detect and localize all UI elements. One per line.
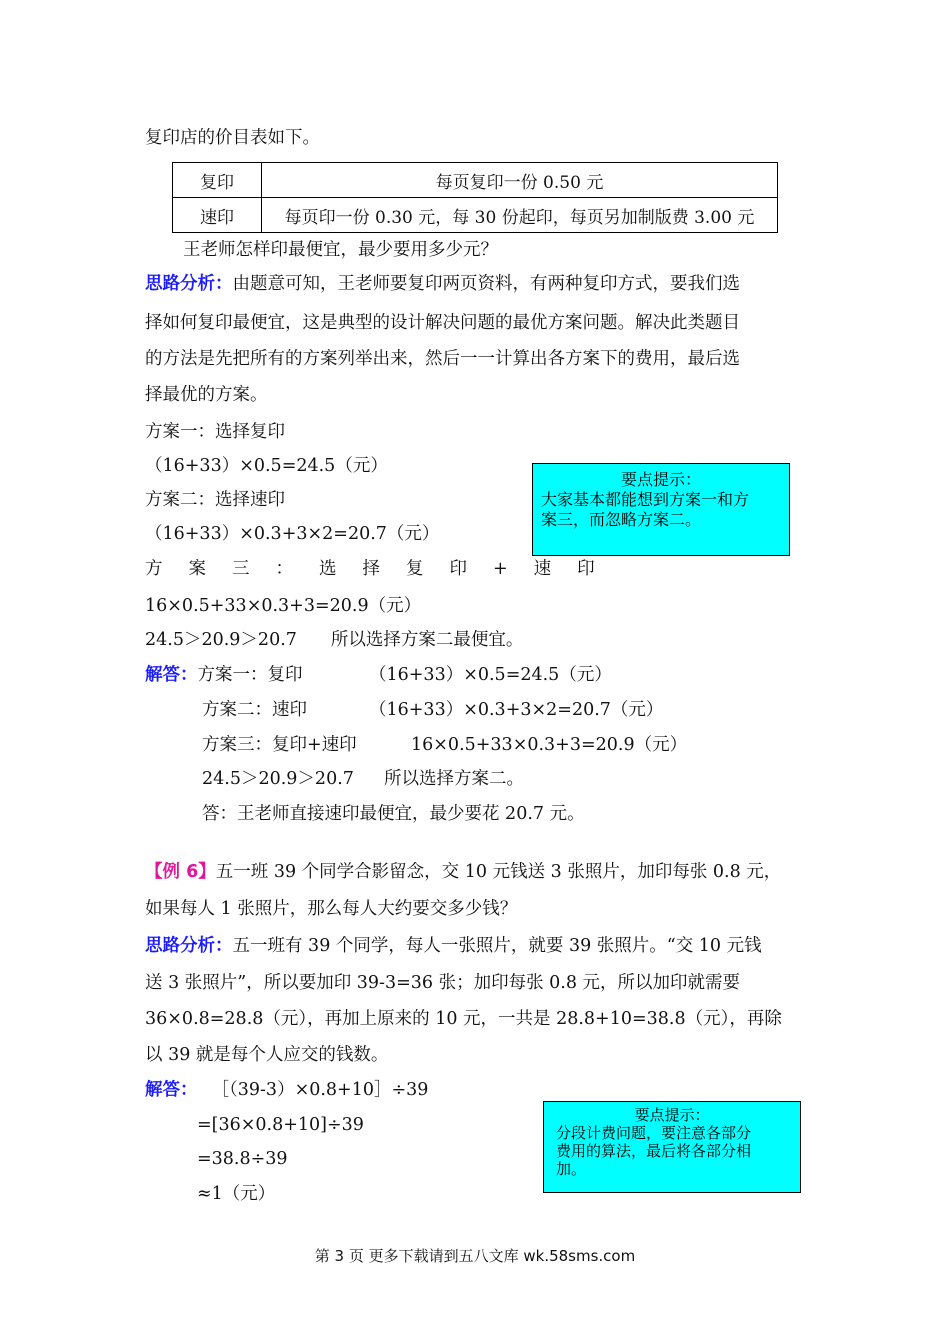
analysis-line: 择最优的方案。	[145, 385, 268, 405]
answer-plan: 方案二：速印	[202, 700, 307, 720]
table-cell-label: 复印	[173, 163, 262, 198]
question-text: 王老师怎样印最便宜，最少要用多少元？	[183, 240, 498, 260]
analysis-line: 36×0.8=28.8（元），再加上原来的 10 元，一共是 28.8+10=38.8（元），再除	[145, 1009, 782, 1029]
tip-line: 加。	[556, 1160, 587, 1178]
answer-calc: 16×0.5+33×0.3+3=20.9（元）	[411, 735, 688, 755]
plan2-calc: （16+33）×0.3+3×2=20.7（元）	[145, 524, 440, 544]
tip-title: 要点提示：	[634, 1106, 710, 1124]
table-row	[173, 198, 778, 233]
example-line: 如果每人 1 张照片，那么每人大约要交多少钱？	[145, 899, 518, 919]
analysis-line: 以 39 就是每个人应交的钱数。	[145, 1045, 389, 1065]
tip-title: 要点提示：	[620, 470, 701, 489]
analysis-line: 择如何复印最便宜，这是典型的设计解决问题的最优方案问题。解决此类题目	[145, 313, 740, 333]
table-row	[173, 163, 778, 198]
plans-compare-row	[145, 628, 523, 652]
answer-label: 解答：	[145, 665, 198, 685]
answer-step: =38.8÷39	[197, 1149, 288, 1169]
analysis-label: 思路分析：	[145, 936, 233, 956]
tip-box	[543, 1101, 801, 1193]
answer-step: =[36×0.8+10]÷39	[197, 1115, 364, 1135]
compare-text: 24.5＞20.9＞20.7	[145, 630, 297, 650]
plan2-title: 方案二：选择速印	[145, 490, 285, 510]
analysis-paragraph	[145, 272, 740, 296]
plan3-calc: 16×0.5+33×0.3+3=20.9（元）	[145, 596, 422, 616]
answer-compare: 24.5＞20.9＞20.7	[202, 769, 354, 789]
price-table	[172, 162, 778, 233]
analysis-line: 的方法是先把所有的方案列举出来，然后一一计算出各方案下的费用，最后选	[145, 349, 740, 369]
answer-row	[145, 1078, 428, 1102]
tip-box	[532, 463, 790, 556]
conclusion-text: 所以选择方案二最便宜。	[330, 630, 524, 650]
answer-plan: 方案一：复印	[197, 665, 303, 685]
example-tag: 【例 6】	[145, 862, 216, 882]
plan3-title: 方案三：选择复印+速印	[145, 559, 621, 579]
answer-plan: 方案三：复印+速印	[202, 735, 357, 755]
analysis-line: 五一班有 39 个同学，每人一张照片，就要 39 张照片。“交 10 元钱	[232, 936, 762, 956]
analysis-paragraph	[145, 934, 762, 958]
intro-text: 复印店的价目表如下。	[145, 128, 320, 148]
plan1-calc: （16+33）×0.5=24.5（元）	[145, 456, 388, 476]
answer-step: ≈1（元）	[197, 1184, 276, 1204]
answer-step: ［（39-3）×0.8+10］÷39	[211, 1080, 429, 1100]
tip-line: 大家基本都能想到方案一和方	[541, 490, 750, 509]
analysis-line: 由题意可知，王老师要复印两页资料，有两种复印方式，要我们选	[232, 274, 740, 294]
answer-calc: （16+33）×0.5=24.5（元）	[369, 665, 612, 685]
page-footer: 第 3 页 更多下载请到五八文库 wk.58sms.com	[314, 1247, 636, 1265]
answer-final: 答：王老师直接速印最便宜，最少要花 20.7 元。	[202, 804, 585, 824]
analysis-label: 思路分析：	[145, 274, 233, 294]
analysis-line: 送 3 张照片”，所以要加印 39-3=36 张；加印每张 0.8 元，所以加印就需要	[145, 973, 741, 993]
table-cell-label: 速印	[173, 198, 262, 233]
table-cell-value: 每页印一份 0.30 元，每 30 份起印，每页另加制版费 3.00 元	[262, 198, 778, 233]
tip-line: 分段计费问题，要注意各部分	[556, 1124, 752, 1142]
answer-calc: （16+33）×0.3+3×2=20.7（元）	[369, 700, 664, 720]
tip-line: 费用的算法，最后将各部分相	[556, 1142, 752, 1160]
example-text: 五一班 39 个同学合影留念，交 10 元钱送 3 张照片，加印每张 0.8 元，	[215, 862, 782, 882]
table-cell-value: 每页复印一份 0.50 元	[262, 163, 778, 198]
example-line	[145, 860, 781, 884]
plan1-title: 方案一：选择复印	[145, 422, 285, 442]
answer-label: 解答：	[145, 1080, 198, 1100]
tip-line: 案三，而忽略方案二。	[541, 510, 702, 529]
answer-row	[145, 663, 303, 687]
answer-conclusion: 所以选择方案二。	[384, 769, 524, 789]
